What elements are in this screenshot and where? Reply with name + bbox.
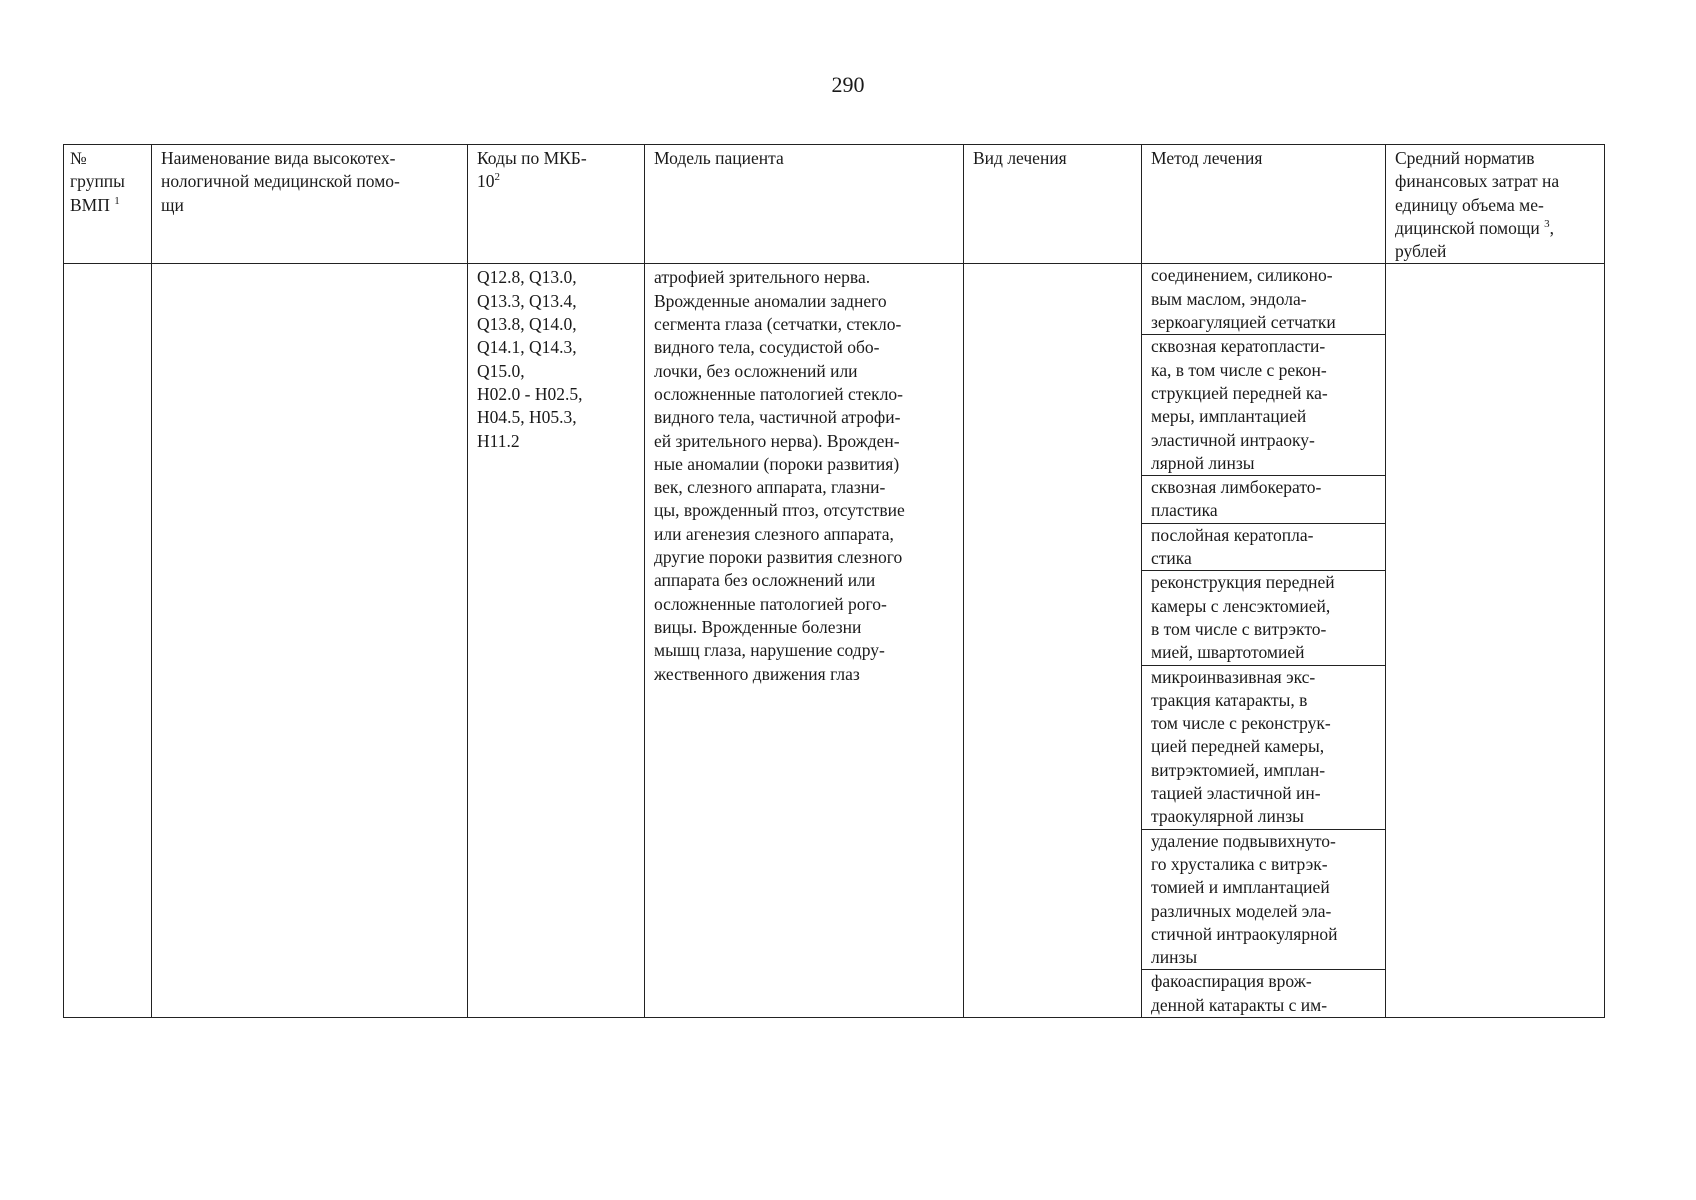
method-line: томией и имплантацией [1151, 877, 1330, 898]
code-line: Q14.1, Q14.3, [477, 337, 577, 358]
method-item [1142, 666, 1386, 830]
method-line: тацией эластичной ин- [1151, 783, 1321, 804]
method-line: сквозная лимбокерато- [1151, 477, 1322, 498]
method-line: тракция катаракты, в [1151, 689, 1308, 710]
header-method-text: Метод лечения [1151, 148, 1263, 168]
method-line: микроинвазивная экс- [1151, 666, 1316, 687]
model-line: жественного движения глаз [654, 663, 860, 684]
method-line: эластичной интраоку- [1151, 429, 1315, 450]
header-codes [468, 145, 645, 264]
method-item [1142, 524, 1386, 572]
method-line: го хрусталика с витрэк- [1151, 853, 1328, 874]
cell-name [152, 264, 468, 1018]
method-line: меры, имплантацией [1151, 406, 1307, 427]
code-line: Q13.3, Q13.4, [477, 290, 577, 311]
method-line: камеры с ленсэктомией, [1151, 595, 1331, 616]
method-item [1142, 476, 1386, 524]
method-line: линзы [1151, 947, 1198, 968]
model-line: аппарата без осложнений или [654, 570, 876, 591]
method-line: различных моделей эла- [1151, 900, 1332, 921]
header-cost-line: финансовых затрат на [1395, 171, 1560, 192]
header-name-line: Наименование вида высокотех- [161, 148, 396, 168]
method-line: цией передней камеры, [1151, 736, 1325, 757]
footnote-mark: 3 [1544, 218, 1550, 231]
method-line: ка, в том числе с рекон- [1151, 359, 1327, 380]
header-name-line: нологичной медицинской помо- [161, 171, 400, 192]
header-model-text: Модель пациента [654, 148, 784, 168]
model-line: или агенезия слезного аппарата, [654, 523, 894, 544]
model-line: видного тела, сосудистой обо- [654, 337, 880, 358]
codes-list [477, 266, 638, 452]
model-line: ей зрительного нерва). Врожден- [654, 430, 900, 451]
model-line: другие пороки развития слезного [654, 547, 903, 568]
header-name-line: щи [161, 194, 184, 215]
vmp-table [63, 144, 1605, 1018]
methods-list [1142, 264, 1385, 1017]
header-treatment-type-text: Вид лечения [973, 148, 1067, 168]
model-line: Врожденные аномалии заднего [654, 290, 887, 311]
method-line: реконструкция передней [1151, 572, 1335, 593]
method-line: стика [1151, 548, 1192, 569]
code-line: Q13.8, Q14.0, [477, 314, 577, 335]
model-line: сегмента глаза (сетчатки, стекло- [654, 314, 902, 335]
method-line: траокулярной линзы [1151, 806, 1304, 827]
method-line: мией, швартотомией [1151, 642, 1305, 663]
method-item [1142, 571, 1386, 665]
model-line: вицы. Врожденные болезни [654, 616, 862, 637]
header-group-line: ВМП [70, 194, 110, 215]
code-line: H11.2 [477, 430, 520, 451]
method-line: удаление подвывихнуто- [1151, 830, 1336, 851]
method-item [1142, 830, 1386, 971]
header-codes-line: 10 [477, 171, 495, 192]
table-row [64, 264, 1605, 1018]
header-cost [1386, 145, 1605, 264]
header-cost-line: Средний норматив [1395, 148, 1535, 168]
model-line: осложненные патологией стекло- [654, 383, 903, 404]
cell-cost [1386, 264, 1605, 1018]
model-line: лочки, без осложнений или [654, 360, 858, 381]
code-line: Q12.8, Q13.0, [477, 267, 577, 288]
model-line: видного тела, частичной атрофи- [654, 407, 901, 428]
method-line: пластика [1151, 500, 1218, 521]
header-cost-line: рублей [1395, 241, 1447, 262]
header-cost-line: единицу объема ме- [1395, 194, 1544, 215]
model-line: осложненные патологией рого- [654, 593, 887, 614]
model-text [654, 266, 957, 685]
header-name [152, 145, 468, 264]
footnote-mark: 1 [114, 194, 120, 207]
cell-group [64, 264, 152, 1018]
footnote-mark: 2 [494, 171, 500, 184]
model-line: мышц глаза, нарушение содру- [654, 640, 885, 661]
header-cost-line: дицинской помощи [1395, 217, 1540, 238]
method-line: соединением, силиконо- [1151, 265, 1333, 286]
method-item [1142, 970, 1386, 1017]
cell-model [645, 264, 964, 1018]
method-line: том числе с реконструк- [1151, 713, 1331, 734]
method-line: факоаспирация врож- [1151, 971, 1312, 992]
code-line: H04.5, H05.3, [477, 407, 577, 428]
method-line: денной катаракты с им- [1151, 994, 1328, 1015]
method-line: стичной интраокулярной [1151, 923, 1338, 944]
code-line: H02.0 - H02.5, [477, 383, 583, 404]
method-item [1142, 264, 1386, 335]
model-line: ные аномалии (пороки развития) [654, 453, 900, 474]
header-model [645, 145, 964, 264]
header-cost-comma: , [1549, 217, 1554, 238]
header-method [1142, 145, 1386, 264]
method-line: в том числе с витрэкто- [1151, 618, 1327, 639]
method-line: зеркоагуляцией сетчатки [1151, 312, 1336, 333]
header-codes-line: Коды по МКБ- [477, 148, 587, 168]
method-line: витрэктомией, имплан- [1151, 759, 1326, 780]
method-line: лярной линзы [1151, 452, 1255, 473]
method-line: сквозная кератопласти- [1151, 336, 1326, 357]
cell-methods [1142, 264, 1386, 1018]
page-number: 290 [831, 72, 865, 97]
model-line: атрофией зрительного нерва. [654, 267, 871, 288]
model-line: цы, врожденный птоз, отсутствие [654, 500, 905, 521]
table-header-row [64, 145, 1605, 264]
method-line: струкцией передней ка- [1151, 382, 1328, 403]
header-group-line: группы [70, 171, 125, 192]
header-group [64, 145, 152, 264]
code-line: Q15.0, [477, 360, 525, 381]
header-treatment-type [964, 145, 1142, 264]
method-line: вым маслом, эндола- [1151, 288, 1307, 309]
cell-treatment-type [964, 264, 1142, 1018]
cell-codes [468, 264, 645, 1018]
model-line: век, слезного аппарата, глазни- [654, 477, 886, 498]
header-group-line: № [70, 148, 87, 168]
method-line: послойная кератопла- [1151, 524, 1314, 545]
method-item [1142, 335, 1386, 476]
